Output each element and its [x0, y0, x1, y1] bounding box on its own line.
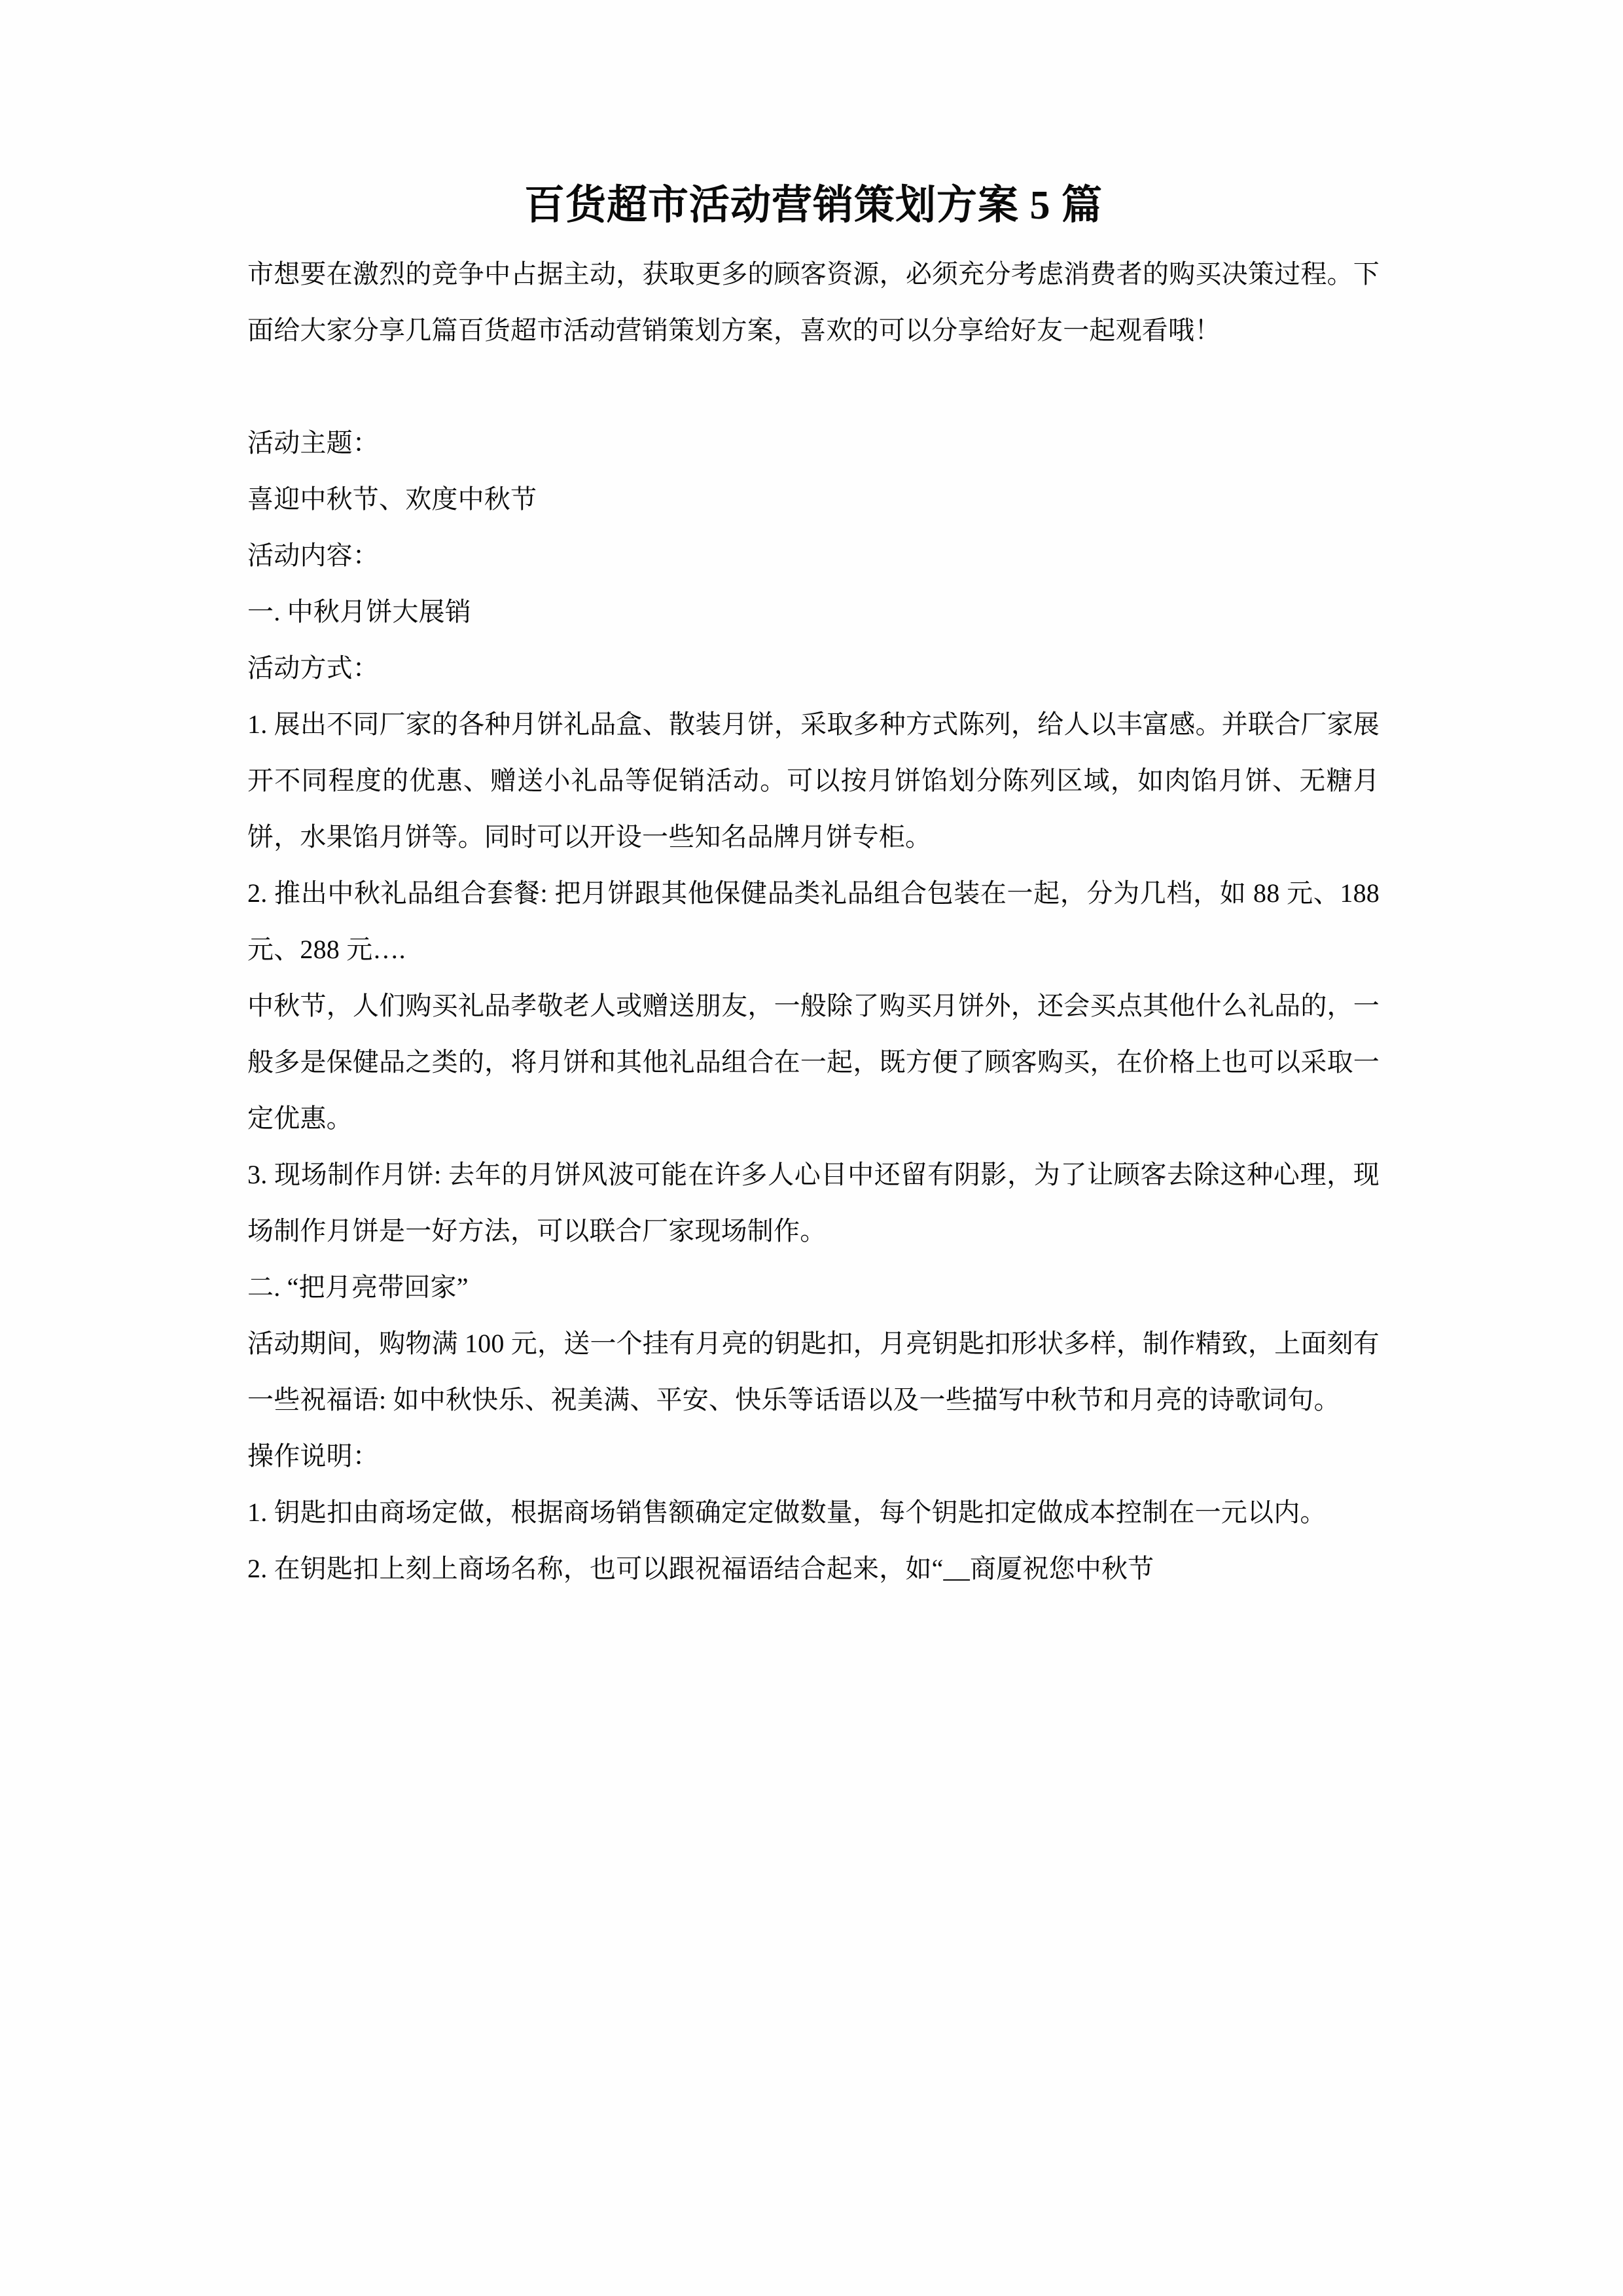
spacer — [247, 359, 1380, 415]
section-one-heading: 一. 中秋月饼大展销 — [247, 596, 471, 626]
list-item-3: 3. 现场制作月饼: 去年的月饼风波可能在许多人心目中还留有阴影，为了让顾客去除这种心理，现场制作月饼是一好方法，可以联合厂家现场制作。 — [247, 1159, 1380, 1246]
theme-heading: 活动主题： — [247, 427, 379, 457]
document-content — [247, 181, 1380, 1597]
method-heading: 活动方式： — [247, 653, 379, 683]
page-title: 百货超市活动营销策划方案 5 篇 — [524, 183, 1103, 228]
operation-heading: 操作说明： — [247, 1441, 379, 1471]
theme-value: 喜迎中秋节、欢度中秋节 — [247, 484, 537, 514]
operation-item-2: 2. 在钥匙扣上刻上商场名称，也可以跟祝福语结合起来，如“__商厦祝您中秋节 — [247, 1553, 1154, 1583]
operation-item-1: 1. 钥匙扣由商场定做，根据商场销售额确定定做数量，每个钥匙扣定做成本控制在一元以内。 — [247, 1497, 1327, 1527]
list-item-2-note: 中秋节，人们购买礼品孝敬老人或赠送朋友，一般除了购买月饼外，还会买点其他什么礼品的，一般多是保健品之类的，将月饼和其他礼品组合在一起，既方便了顾客购买，在价格上也可以采取一定优惠。 — [247, 990, 1380, 1133]
content-heading: 活动内容： — [247, 540, 379, 570]
list-item-1: 1. 展出不同厂家的各种月饼礼品盒、散装月饼，采取多种方式陈列，给人以丰富感。并联合厂家展开不同程度的优惠、赠送小礼品等促销活动。可以按月饼馅划分陈列区域，如肉馅月饼、无糖月饼，水果馅月饼等。同时可以开设一些知名品牌月饼专柜。 — [247, 709, 1380, 852]
intro-paragraph: 市想要在激烈的竞争中占据主动，获取更多的顾客资源，必须充分考虑消费者的购买决策过程。下面给大家分享几篇百货超市活动营销策划方案，喜欢的可以分享给好友一起观看哦！ — [247, 259, 1380, 345]
section-two-body: 活动期间，购物满 100 元，送一个挂有月亮的钥匙扣，月亮钥匙扣形状多样，制作精致，上面刻有一些祝福语: 如中秋快乐、祝美满、平安、快乐等话语以及一些描写中秋节和月亮的诗歌词句。 — [247, 1328, 1380, 1414]
list-item-2: 2. 推出中秋礼品组合套餐: 把月饼跟其他保健品类礼品组合包装在一起，分为几档，如 88 元、188 元、288 元…. — [247, 878, 1380, 964]
section-two-heading: 二. “把月亮带回家” — [247, 1272, 469, 1302]
